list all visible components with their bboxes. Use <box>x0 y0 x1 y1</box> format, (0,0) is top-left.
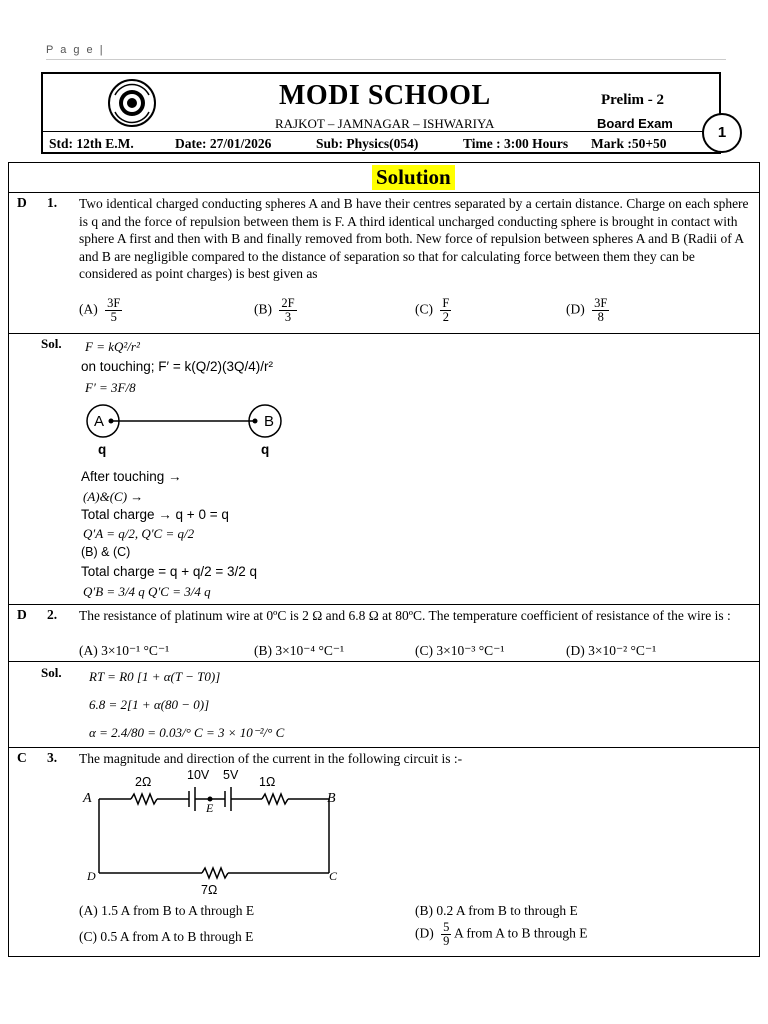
node-b-label: B <box>327 791 336 806</box>
answer-key: D <box>17 607 27 622</box>
option-text: 3×10⁻¹ °C⁻¹ <box>101 643 170 658</box>
numerator: 3F <box>594 296 608 310</box>
option-label: (C) <box>79 929 97 944</box>
option-label: (C) <box>415 643 433 658</box>
numerator: 2F <box>281 296 295 310</box>
solution-line: on touching; F′ = k(Q/2)(3Q/4)/r² <box>81 359 273 374</box>
page-number-circle: 1 <box>702 113 742 153</box>
solution-line: Total charge → q + 0 = q <box>81 507 229 522</box>
exam-header <box>41 72 727 154</box>
option-label: (B) <box>254 301 272 317</box>
answer-key: C <box>17 750 27 765</box>
charge-b-label: q <box>261 442 270 457</box>
page-rule <box>46 59 726 60</box>
option-label: (D) <box>566 643 585 658</box>
option-a <box>79 297 122 324</box>
solution-line: 6.8 = 2[1 + α(80 − 0)] <box>89 697 210 712</box>
row-divider <box>9 192 759 193</box>
node-c-label: C <box>329 869 338 883</box>
solution-line: F = kQ²/r² <box>85 339 140 354</box>
node-e-label: E <box>206 801 214 815</box>
question-number: 2. <box>47 607 58 622</box>
spheres-diagram <box>85 399 285 457</box>
emf-5v-label: 5V <box>223 768 239 782</box>
numerator: 5 <box>443 920 450 934</box>
solution-line: Q′B = 3/4 q Q′C = 3/4 q <box>83 584 211 599</box>
solution-label: Sol. <box>41 336 62 351</box>
option-text: 3×10⁻² °C⁻¹ <box>588 643 657 658</box>
resistor-1ohm-label: 1Ω <box>259 775 276 789</box>
solution-table <box>8 162 760 957</box>
option-d <box>415 921 588 948</box>
option-text: A from A to B through E <box>454 925 588 941</box>
subject-info: Sub: Physics(054) <box>316 136 419 151</box>
page-label: P a g e | <box>46 44 105 56</box>
option-text: 1.5 A from B to A through E <box>101 903 255 918</box>
node-d-label: D <box>87 869 96 883</box>
option-text: 0.2 A from B to through E <box>436 903 578 918</box>
resistor-7ohm-label: 7Ω <box>201 883 218 897</box>
denominator: 3 <box>284 310 292 324</box>
time-info: Time : 3:00 Hours <box>463 136 569 151</box>
option-b <box>254 297 297 324</box>
board-exam-label: Board Exam <box>597 116 673 131</box>
option-label: (A) <box>79 301 98 317</box>
date-info: Date: 27/01/2026 <box>175 136 272 151</box>
option-d <box>566 643 656 659</box>
option-label: (D) <box>566 301 585 317</box>
solution-line: Total charge = q + q/2 = 3/2 q <box>81 564 258 579</box>
solution-line: α = 2.4/80 = 0.03/° C = 3 × 10⁻²/° C <box>89 725 285 740</box>
mark-info: Mark :50+50 <box>591 136 667 151</box>
school-cities: RAJKOT – JAMNAGAR – ISHWARIYA <box>275 116 495 131</box>
row-divider <box>9 661 759 662</box>
school-name: MODI SCHOOL <box>279 80 491 111</box>
option-c <box>79 929 253 945</box>
option-text: 3×10⁻³ °C⁻¹ <box>436 643 505 658</box>
answer-key: D <box>17 195 27 210</box>
circuit-diagram <box>89 769 369 899</box>
solution-line: (A)&(C) → <box>83 489 144 504</box>
option-b <box>254 643 344 659</box>
option-fraction <box>440 297 451 324</box>
solution-label: Sol. <box>41 665 62 680</box>
resistor-2ohm-label: 2Ω <box>135 775 152 789</box>
solution-line: After touching → <box>81 469 182 484</box>
option-text: 0.5 A from A to B through E <box>100 929 254 944</box>
question-text: The resistance of platinum wire at 0ºC is 2 Ω and 6.8 Ω at 80ºC. The temperature coefficient of resistance of the wire is : <box>79 608 731 623</box>
option-fraction <box>592 297 609 324</box>
solution-line: F′ = 3F/8 <box>85 380 136 395</box>
solution-line: (B) & (C) <box>81 545 131 559</box>
std-info: Std: 12th E.M. <box>49 136 134 151</box>
option-fraction <box>441 921 451 948</box>
denominator: 9 <box>443 934 450 948</box>
solution-line: RT = R0 [1 + α(T − T0)] <box>89 669 221 684</box>
emf-10v-label: 10V <box>187 768 210 782</box>
row-divider <box>9 747 759 748</box>
question-number: 1. <box>47 195 58 210</box>
denominator: 5 <box>110 310 117 324</box>
solution-line: Q′A = q/2, Q′C = q/2 <box>83 526 195 541</box>
denominator: 8 <box>597 310 604 324</box>
option-c <box>415 643 504 659</box>
option-b <box>415 903 578 919</box>
charge-a-label: q <box>98 442 107 457</box>
row-divider <box>9 333 759 334</box>
option-label: (D) <box>415 925 434 941</box>
option-label: (B) <box>415 903 433 918</box>
denominator: 2 <box>442 310 449 324</box>
option-fraction <box>105 297 122 324</box>
row-divider <box>9 604 759 605</box>
option-a <box>79 903 254 919</box>
option-d <box>566 297 609 324</box>
question-text: Two identical charged conducting spheres A and B have their centres separated by a certain distance. Charge on each sphere is q and the force of repulsion between them is F. A third identical uncharged conducting sphere is brought in contact with sphere A first and then with B and finally removed from both. New force of repulsion between spheres A and B (Radii of A and B are negligible compared to the distance of separation so that for calculating force between them they can be considered as point charges) is best given as <box>79 196 749 281</box>
numerator: 3F <box>107 296 121 310</box>
node-a-label: A <box>83 791 92 806</box>
question-text: The magnitude and direction of the current in the following circuit is :- <box>79 751 463 766</box>
numerator: F <box>442 296 450 310</box>
sphere-a-label: A <box>94 413 105 430</box>
option-label: (A) <box>79 643 98 658</box>
header-divider <box>43 131 719 132</box>
question-number: 3. <box>47 750 58 765</box>
solution-title: Solution <box>372 165 455 190</box>
option-c <box>415 297 451 324</box>
option-a <box>79 643 169 659</box>
option-label: (A) <box>79 903 98 918</box>
sphere-b-label: B <box>264 413 275 430</box>
option-label: (C) <box>415 301 433 317</box>
option-label: (B) <box>254 643 272 658</box>
school-logo <box>101 78 163 128</box>
option-fraction <box>279 297 296 324</box>
option-text: 3×10⁻⁴ °C⁻¹ <box>275 643 345 658</box>
prelim-label: Prelim - 2 <box>601 92 665 108</box>
